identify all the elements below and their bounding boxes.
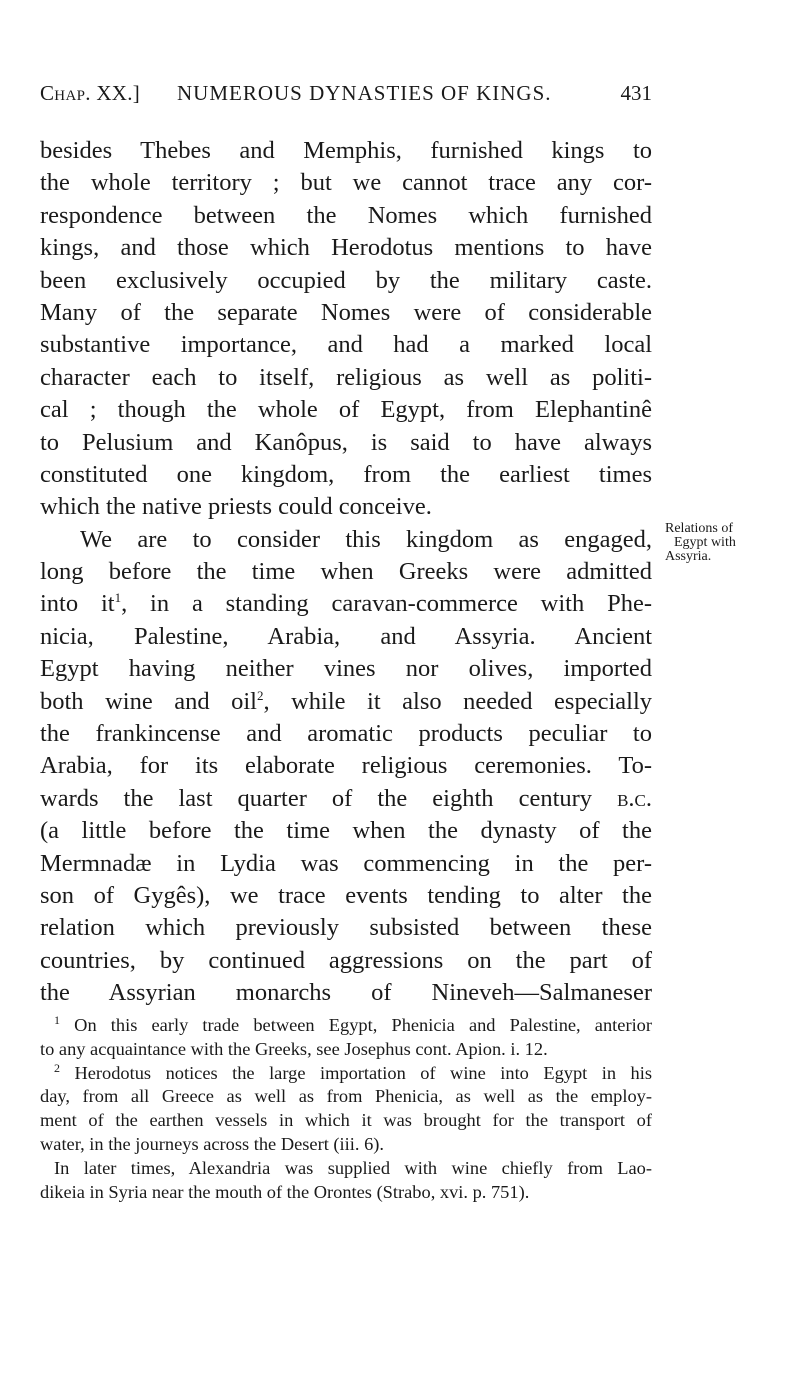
body-line-11: constituted one kingdom, from the earliest times: [40, 460, 652, 488]
body-line-13: We are to consider this kingdom as engaged,: [80, 525, 652, 553]
footnote-1: [40, 1014, 652, 1038]
body-line-16: nicia, Palestine, Arabia, and Assyria. Ancient: [40, 622, 652, 650]
line-text: , while it also needed especially: [263, 687, 652, 715]
footnote-marker-2: 2: [54, 1060, 60, 1075]
body-line-4: kings, and those which Herodotus mentions to have: [40, 234, 652, 262]
body-line-26: countries, by continued aggressions on the part of: [40, 946, 652, 974]
footnote-2: [40, 1062, 652, 1086]
body-line-2: the whole territory ; but we cannot trace any cor-: [40, 169, 652, 197]
chapter-label: Chap. XX.]: [40, 81, 141, 105]
footnote-2-line-3: ment of the earthen vessels in which it was brought for the transport of: [40, 1110, 652, 1131]
footnotes: [40, 1014, 652, 1204]
body-line-23: Mermnadæ in Lydia was commencing in the per-: [40, 849, 652, 877]
body-line-5: been exclusively occupied by the military caste.: [40, 266, 652, 294]
body-line-18: [40, 686, 652, 718]
running-header: [40, 78, 652, 108]
body-line-9: cal ; though the whole of Egypt, from Elephantinê: [40, 396, 652, 424]
body-line-25: relation which previously subsisted between these: [40, 914, 652, 942]
body-line-3: respondence between the Nomes which furnished: [40, 201, 652, 229]
footnote-2-line-4: water, in the journeys across the Desert (iii. 6).: [40, 1133, 384, 1154]
footnote-2-line-2: day, from all Greece as well as from Phenicia, as well as the employ-: [40, 1086, 652, 1107]
body-line-27: the Assyrian monarchs of Nineveh—Salmaneser: [40, 979, 652, 1007]
footnote-text: On this early trade between Egypt, Phenicia and Palestine, anterior: [60, 1015, 652, 1035]
footnote-2-line-6: dikeia in Syria near the mouth of the Orontes (Strabo, xvi. p. 751).: [40, 1181, 530, 1202]
footnote-marker-1: 1: [54, 1013, 60, 1027]
margin-note-line-2: Egypt with: [674, 535, 736, 550]
body-line-12: which the native priests could conceive.: [40, 493, 432, 521]
body-line-17: Egypt having neither vines nor olives, imported: [40, 655, 652, 683]
body-line-24: son of Gygês), we trace events tending to alter the: [40, 881, 652, 909]
body-line-6: Many of the separate Nomes were of considerable: [40, 298, 652, 326]
margin-note-line-1: Relations of: [665, 521, 734, 536]
footnote-1-line-2: to any acquaintance with the Greeks, see Josephus cont. Apion. i. 12.: [40, 1038, 548, 1059]
footnote-2-line-5: In later times, Alexandria was supplied with wine chiefly from Lao-: [54, 1157, 652, 1178]
body-line-7: substantive importance, and had a marked local: [40, 331, 652, 359]
era-abbreviation: b.c.: [617, 784, 652, 812]
footnote-ref-1[interactable]: 1: [114, 590, 122, 606]
line-text: both wine and oil: [40, 687, 257, 715]
body-line-8: character each to itself, religious as well as politi-: [40, 363, 652, 391]
body-line-19: the frankincense and aromatic products peculiar to: [40, 720, 652, 748]
line-text: , in a standing caravan-commerce with Phe-: [121, 590, 652, 618]
page-number: 431: [620, 81, 652, 105]
body-line-15: [40, 588, 652, 620]
margin-note-line-3: Assyria.: [665, 549, 712, 564]
body-line-10: to Pelusium and Kanôpus, is said to have always: [40, 428, 652, 456]
footnote-text: Herodotus notices the large importation of wine into Egypt in his: [60, 1062, 652, 1083]
margin-note: [665, 522, 795, 564]
body-text: [40, 135, 652, 1010]
body-line-14: long before the time when Greeks were admitted: [40, 558, 652, 586]
body-line-1: besides Thebes and Memphis, furnished kings to: [40, 137, 652, 164]
footnote-ref-2[interactable]: 2: [256, 687, 264, 703]
line-text: into it: [40, 590, 115, 618]
body-line-22: (a little before the time when the dynasty of the: [40, 817, 652, 845]
body-line-21: [40, 783, 652, 815]
running-title: NUMEROUS DYNASTIES OF KINGS.: [177, 81, 552, 105]
line-text: wards the last quarter of the eighth century: [40, 784, 618, 812]
body-line-20: Arabia, for its elaborate religious ceremonies. To-: [40, 752, 652, 780]
